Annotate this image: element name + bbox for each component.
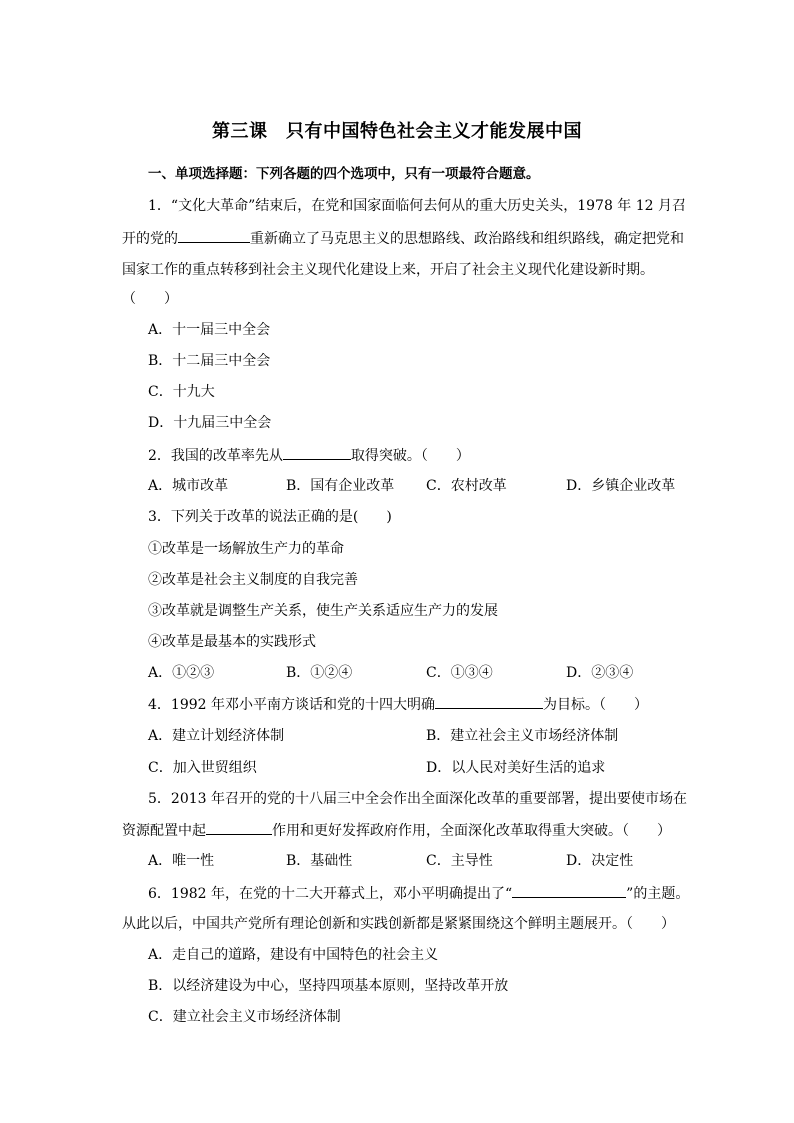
q1-answer-paren: （ ）	[122, 291, 178, 307]
q5-stem-line2	[122, 820, 671, 841]
q1-option-b: B．十二届三中全会	[148, 353, 271, 369]
q6-stem-line1	[148, 883, 689, 904]
q2-option-b: B．国有企业改革	[286, 478, 395, 494]
q1-option-d: D．十九届三中全会	[148, 415, 272, 431]
q2-stem	[148, 445, 470, 466]
q4-options-row1	[148, 726, 688, 746]
q5-text-after-blank: 作用和更好发挥政府作用，全面深化改革取得重大突破。（ ）	[272, 823, 671, 839]
q3-option-a: A．①②③	[148, 665, 215, 681]
q4-option-a: A．建立计划经济体制	[148, 728, 285, 744]
q1-option-a: A．十一届三中全会	[148, 322, 271, 338]
q4-option-b: B．建立社会主义市场经济体制	[426, 728, 619, 744]
q4-blank	[435, 694, 543, 709]
q6-blank	[512, 883, 626, 898]
q4-text-after-blank: 为目标。（ ）	[543, 697, 648, 713]
section-heading: 一、单项选择题：下列各题的四个选项中，只有一项最符合题意。	[148, 166, 540, 182]
q5-blank	[206, 820, 272, 835]
q2-options	[148, 476, 688, 496]
q1-stem-line2	[122, 228, 684, 249]
q6-text-after-blank: ”的主题。	[626, 886, 690, 902]
q1-text-before-blank: 开的党的	[122, 231, 178, 247]
q2-option-a: A．城市改革	[148, 478, 229, 494]
q2-text-after-blank: 取得突破。（ ）	[350, 448, 470, 464]
q2-option-d: D．乡镇企业改革	[566, 478, 676, 494]
q3-statement-4: ④改革是最基本的实践形式	[148, 634, 316, 650]
q1-stem-line3: 国家工作的重点转移到社会主义现代化建设上来，开启了社会主义现代化建设新时期。	[122, 262, 654, 278]
q4-stem	[148, 694, 648, 715]
q6-option-c: C．建立社会主义市场经济体制	[148, 1009, 341, 1025]
q5-stem-line1: 5．2013 年召开的党的十八届三中全会作出全面深化改革的重要部署，提出要使市场在	[148, 791, 687, 807]
q2-option-c: C．农村改革	[426, 478, 507, 494]
q4-text-before-blank: 4．1992 年邓小平南方谈话和党的十四大明确	[148, 697, 435, 713]
page-title: 第三课 只有中国特色社会主义才能发展中国	[212, 121, 582, 142]
q3-statement-1: ①改革是一场解放生产力的革命	[148, 541, 344, 557]
q5-option-c: C．主导性	[426, 853, 493, 869]
q1-text-after-blank: 重新确立了马克思主义的思想路线、政治路线和组织路线，确定把党和	[250, 231, 684, 247]
q1-option-c: C．十九大	[148, 384, 215, 400]
q5-option-a: A．唯一性	[148, 853, 215, 869]
q3-statement-3: ③改革就是调整生产关系，使生产关系适应生产力的发展	[148, 603, 498, 619]
q6-option-b: B．以经济建设为中心，坚持四项基本原则，坚持改革开放	[148, 978, 509, 994]
q2-blank	[283, 445, 351, 460]
q5-options	[148, 851, 688, 871]
q6-text-before-blank: 6．1982 年，在党的十二大开幕式上，邓小平明确提出了“	[148, 886, 513, 902]
q2-text-before-blank: 2．我国的改革率先从	[148, 448, 283, 464]
q1-stem-line1: 1．“文化大革命”结束后，在党和国家面临何去何从的重大历史关头，1978 年 12 月召	[148, 198, 687, 214]
q4-option-d: D．以人民对美好生活的追求	[426, 760, 606, 776]
q3-statement-2: ②改革是社会主义制度的自我完善	[148, 572, 358, 588]
q6-option-a: A．走自己的道路，建设有中国特色的社会主义	[148, 947, 439, 963]
q3-option-d: D．②③④	[566, 665, 634, 681]
q3-option-b: B．①②④	[286, 665, 353, 681]
q4-options-row2	[148, 758, 688, 778]
q5-text-before-blank: 资源配置中起	[122, 823, 206, 839]
q3-options	[148, 663, 688, 683]
q5-option-d: D．决定性	[566, 853, 634, 869]
q3-option-c: C．①③④	[426, 665, 493, 681]
q5-option-b: B．基础性	[286, 853, 353, 869]
q4-option-c: C．加入世贸组织	[148, 760, 257, 776]
q3-stem: 3．下列关于改革的说法正确的是( )	[148, 509, 392, 525]
q6-stem-line2: 从此以后，中国共产党所有理论创新和实践创新都是紧紧围绕这个鲜明主题展开。（ ）	[122, 916, 675, 932]
q1-blank	[178, 228, 250, 243]
